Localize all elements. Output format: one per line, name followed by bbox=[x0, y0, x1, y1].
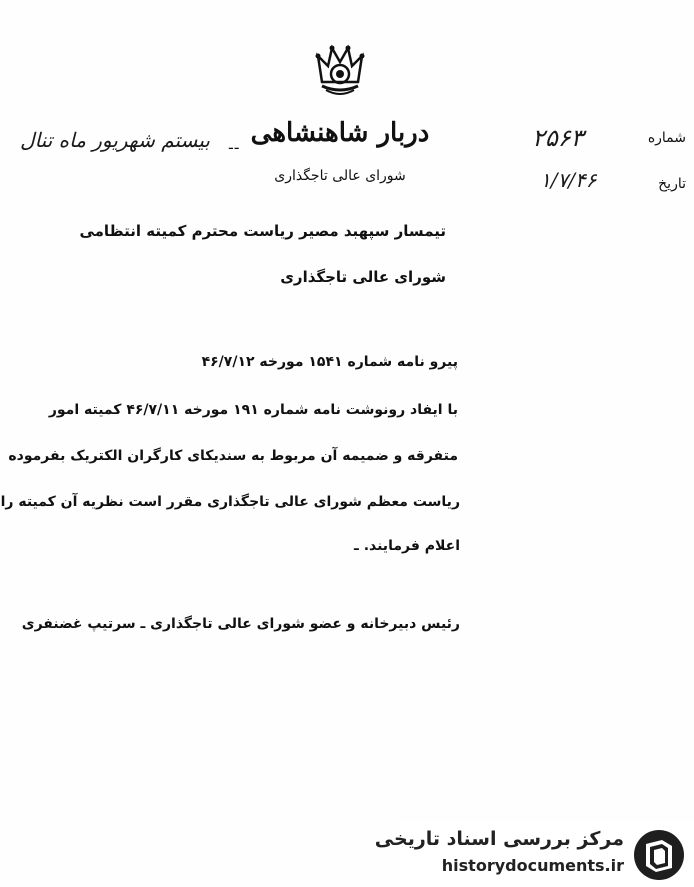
header-dash: -- bbox=[228, 138, 240, 157]
body-line: پیرو نامه شماره ۱۵۴۱ مورخه ۴۶/۷/۱۲ bbox=[201, 354, 458, 370]
handwritten-note: بیستم شهریور ماه تنال bbox=[20, 128, 210, 152]
body-line: ریاست معظم شورای عالی تاجگذاری مقرر است نظریه آن کمیته را bbox=[0, 494, 460, 510]
body-line: متفرقه و ضمیمه آن مربوط به سندیکای کارگران الکتریک بفرموده bbox=[8, 448, 458, 464]
number-value: ۲۵۶۳ bbox=[532, 124, 584, 152]
date-value: ۱/۷/۴۶ bbox=[540, 168, 597, 192]
date-label: تاریخ bbox=[658, 176, 686, 192]
addressee-line-2: شورای عالی تاجگذاری bbox=[280, 268, 446, 286]
watermark-url: historydocuments.ir bbox=[441, 856, 624, 875]
royal-crown-emblem-icon bbox=[308, 36, 372, 100]
number-label: شماره bbox=[647, 130, 686, 146]
court-title: دربار شاهنشاهی bbox=[250, 118, 430, 148]
watermark bbox=[374, 822, 694, 887]
addressee-line-1: تیمسار سپهبد مصیر ریاست محترم کمیته انتظامی bbox=[79, 222, 446, 240]
signature-line: رئیس دبیرخانه و عضو شورای عالی تاجگذاری ـ سرتیپ غضنفری bbox=[21, 616, 460, 632]
body-line: با ایفاد رونوشت نامه شماره ۱۹۱ مورخه ۴۶/۷/۱۱ کمیته امور bbox=[48, 402, 458, 418]
watermark-title: مرکز بررسی اسناد تاریخی bbox=[374, 828, 624, 850]
court-subtitle: شورای عالی تاجگذاری bbox=[274, 168, 406, 184]
body-line: اعلام فرمایند. ـ bbox=[354, 538, 460, 554]
history-documents-logo-icon bbox=[632, 828, 686, 882]
